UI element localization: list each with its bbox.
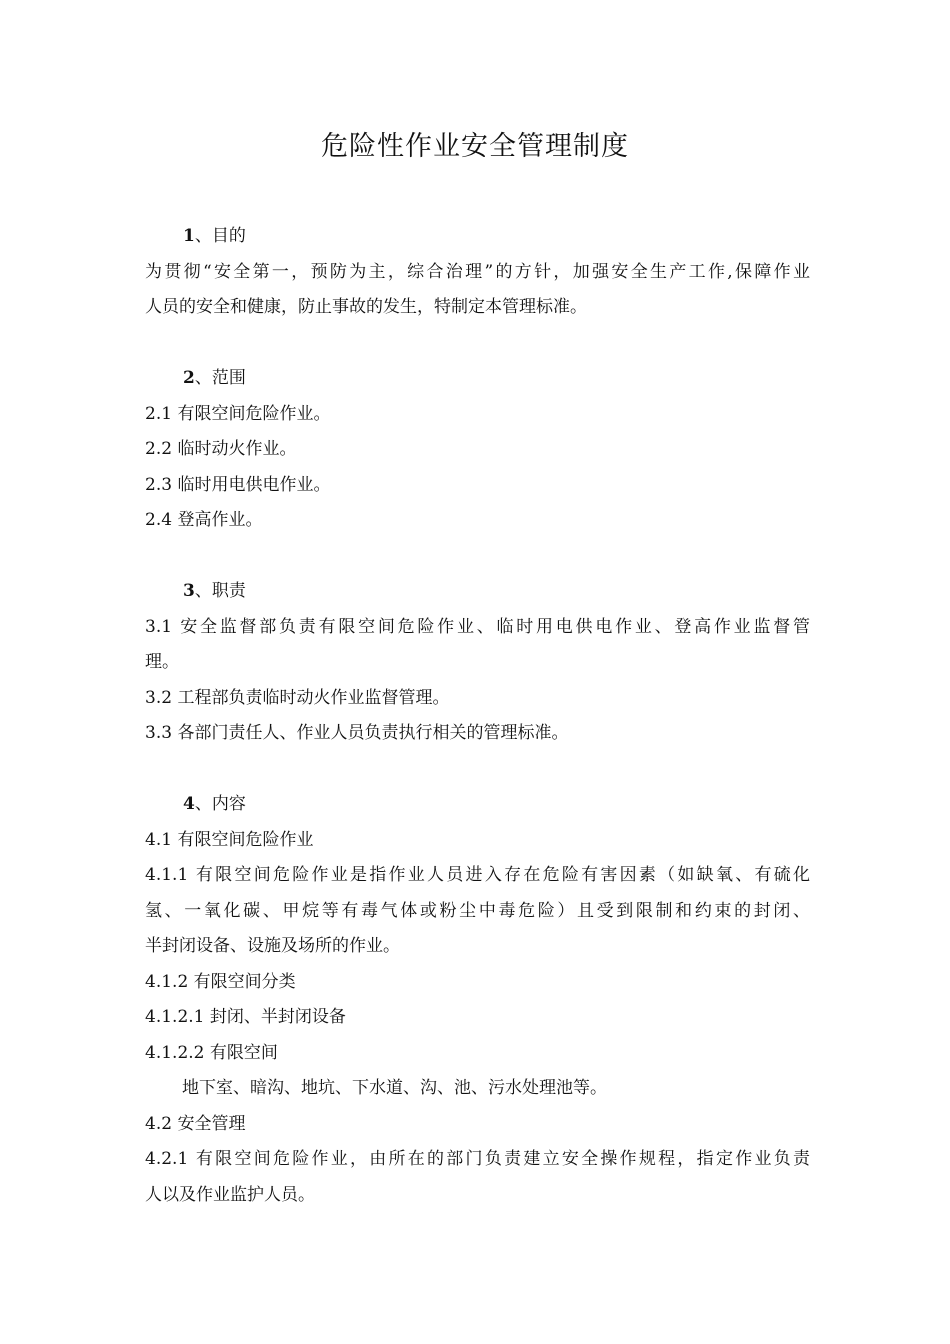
paragraph-line: 地下室、暗沟、地坑、下水道、沟、池、污水处理池等。: [182, 1078, 607, 1098]
section-number: 1: [183, 226, 195, 246]
spacer: [145, 539, 810, 575]
section-label: 、内容: [194, 794, 246, 814]
section-heading-purpose: [145, 219, 810, 255]
spacer: [145, 326, 810, 362]
paragraph-line: 半封闭设备、设施及场所的作业。: [145, 936, 400, 956]
section-number: 3: [183, 581, 195, 601]
section-label: 、范围: [194, 368, 246, 388]
section-label: 、目的: [194, 226, 246, 246]
paragraph-line: 4.2.1 有限空间危险作业，由所在的部门负责建立安全操作规程，指定作业负责: [145, 1149, 810, 1169]
section-heading-scope: [145, 361, 810, 397]
section-number: 2: [183, 368, 195, 388]
paragraph-line: 为贯彻“安全第一，预防为主，综合治理”的方针，加强安全生产工作,保障作业: [145, 261, 810, 282]
paragraph-line: 4.1.2.1 封闭、半封闭设备: [145, 1007, 346, 1027]
section-heading-content: [145, 787, 810, 823]
document-title: 危险性作业安全管理制度: [321, 131, 629, 162]
paragraph-line: 4.1.2.2 有限空间: [145, 1042, 278, 1063]
paragraph-line: 理。: [145, 652, 179, 672]
section-label: 、职责: [194, 581, 246, 601]
spacer: [145, 752, 810, 788]
list-item: 2.4 登高作业。: [145, 510, 263, 530]
paragraph-line: 3.3 各部门责任人、作业人员负责执行相关的管理标准。: [145, 723, 569, 743]
section-heading-responsibilities: [145, 574, 810, 610]
paragraph-line: 人员的安全和健康，防止事故的发生，特制定本管理标准。: [145, 297, 587, 317]
document-body: [145, 219, 810, 1213]
paragraph-line: 4.2 安全管理: [145, 1113, 246, 1134]
paragraph-line: 氢、一氧化碳、甲烷等有毒气体或粉尘中毒危险）且受到限制和约束的封闭、: [145, 900, 810, 921]
paragraph-line: 人以及作业监护人员。: [145, 1184, 315, 1205]
paragraph-line: 4.1.1 有限空间危险作业是指作业人员进入存在危险有害因素（如缺氧、有硫化: [145, 865, 810, 885]
list-item: 2.1 有限空间危险作业。: [145, 403, 331, 424]
section-number: 4: [183, 794, 195, 814]
list-item: 2.3 临时用电供电作业。: [145, 474, 331, 495]
paragraph-line: 3.1 安全监督部负责有限空间危险作业、临时用电供电作业、登高作业监督管: [145, 616, 810, 637]
paragraph-line: 4.1 有限空间危险作业: [145, 829, 314, 850]
list-item: 2.2 临时动火作业。: [145, 439, 297, 459]
paragraph-line: 3.2 工程部负责临时动火作业监督管理。: [145, 687, 450, 708]
paragraph-line: 4.1.2 有限空间分类: [145, 971, 296, 992]
